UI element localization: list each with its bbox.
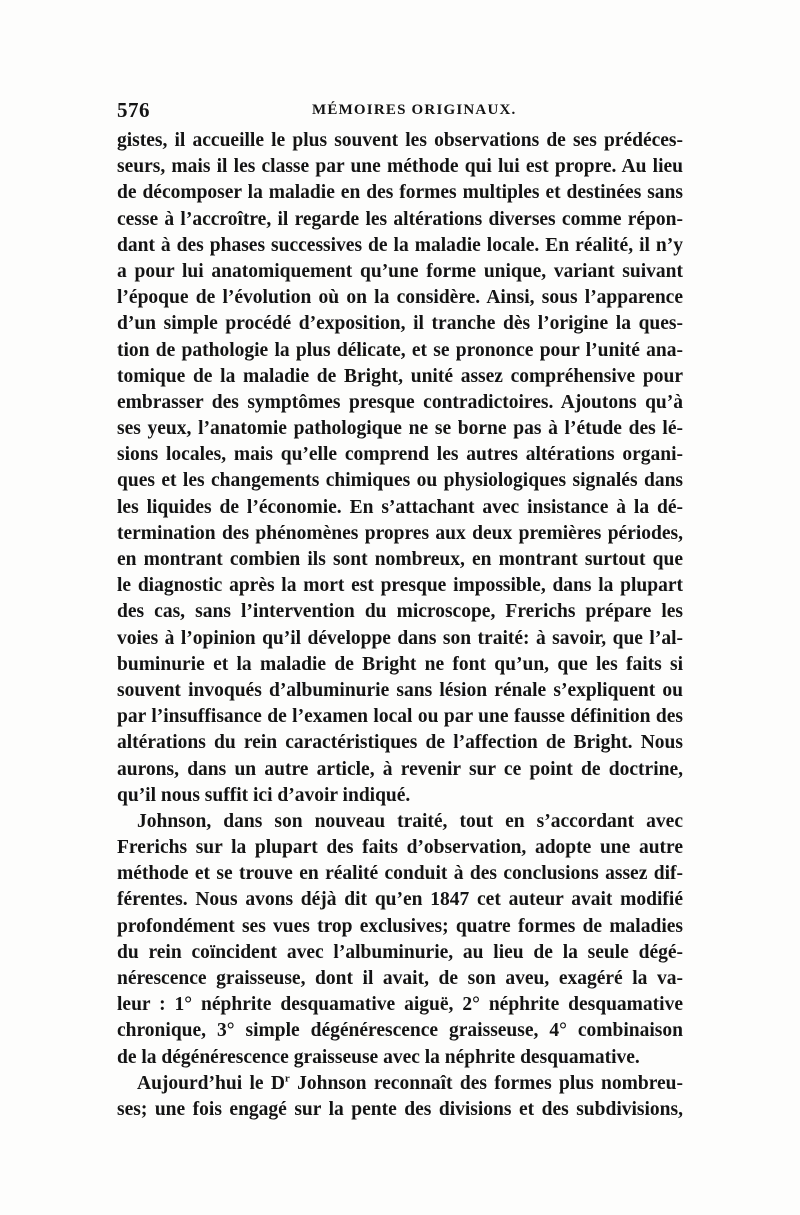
text-line: ses yeux, l’anatomie pathologique ne se borne pas à l’étude des lé- — [117, 418, 683, 440]
text-line: dant à des phases successives de la maladie locale. En réalité, il n’y — [117, 234, 683, 256]
text-line: altérations du rein caractéristiques de l’affection de Bright. Nous — [117, 732, 683, 754]
text-line: nérescence graisseuse, dont il avait, de son aveu, exagéré la va- — [117, 968, 683, 989]
text-line: a pour lui anatomiquement qu’une forme unique, variant suivant — [117, 260, 683, 282]
paragraph-end-line: qu’il nous suffit ici d’avoir indiqué. — [117, 784, 411, 806]
text-line: d’un simple procédé d’exposition, il tranche dès l’origine la ques- — [117, 313, 683, 335]
text-line: profondément ses vues trop exclusives; quatre formes de maladies — [117, 915, 683, 937]
text-line: buminurie et la maladie de Bright ne font qu’un, que les faits si — [117, 653, 683, 675]
text-line: cesse à l’accroître, il regarde les altérations diverses comme répon- — [117, 208, 683, 230]
text-line: férentes. Nous avons déjà dit qu’en 1847 cet auteur avait modifié — [117, 889, 683, 911]
paragraph-end-line: de la dégénérescence graisseuse avec la néphrite desquamative. — [117, 1046, 640, 1068]
text-line: gistes, il accueille le plus souvent les observations de ses prédéces- — [117, 130, 683, 151]
page-header — [117, 98, 684, 126]
text-line: méthode et se trouve en réalité conduit à des conclusions assez dif- — [117, 863, 683, 885]
text-line: tomique de la maladie de Bright, unité assez compréhensive pour — [117, 365, 683, 387]
line-segment: Johnson reconnaît des formes plus nombreu- — [289, 1072, 683, 1094]
text-line: chronique, 3° simple dégénérescence graisseuse, 4° combinaison — [117, 1020, 683, 1042]
text-line: de décomposer la maladie en des formes multiples et destinées sans — [117, 182, 683, 204]
text-line: Frerichs sur la plupart des faits d’observation, adopte une autre — [117, 837, 683, 859]
text-line: ses; une fois engagé sur la pente des divisions et des subdivisions, — [117, 1098, 683, 1120]
text-line: en montrant combien ils sont nombreux, en montrant surtout que — [117, 549, 683, 570]
text-line: des cas, sans l’intervention du microscope, Frerichs prépare les — [117, 601, 683, 623]
text-line: sions locales, mais qu’elle comprend les autres altérations organi- — [117, 444, 683, 466]
superscript-r: r — [284, 1072, 290, 1085]
text-line: termination des phénomènes propres aux deux premières périodes, — [117, 522, 683, 544]
text-line: par l’insuffisance de l’examen local ou par une fausse définition des — [117, 706, 683, 728]
text-line: voies à l’opinion qu’il développe dans son traité: à savoir, que l’al- — [117, 627, 683, 649]
paragraph-start-line: Johnson, dans son nouveau traité, tout en s’accordant avec — [137, 810, 683, 832]
text-line: le diagnostic après la mort est presque impossible, dans la plupart — [117, 575, 683, 597]
text-line: leur : 1° néphrite desquamative aiguë, 2° néphrite desquamative — [117, 994, 683, 1016]
text-line: tion de pathologie la plus délicate, et se prononce pour l’unité ana- — [117, 339, 683, 361]
text-line: souvent invoqués d’albuminurie sans lésion rénale s’expliquent ou — [117, 679, 683, 701]
text-line: seurs, mais il les classe par une méthode qui lui est propre. Au lieu — [117, 156, 683, 178]
text-line: aurons, dans un autre article, à revenir sur ce point de doctrine, — [117, 758, 683, 780]
text-line: embrasser des symptômes presque contradictoires. Ajoutons qu’à — [117, 391, 683, 413]
text-line: les liquides de l’économie. En s’attachant avec insistance à la dé- — [117, 496, 683, 518]
paragraph-start-line — [117, 1071, 683, 1097]
text-line: du rein coïncident avec l’albuminurie, au lieu de la seule dégé- — [117, 941, 683, 963]
line-segment: Aujourd’hui le D — [137, 1072, 285, 1094]
text-line: l’époque de l’évolution où on la considère. Ainsi, sous l’apparence — [117, 287, 683, 309]
running-title: MÉMOIRES ORIGINAUX. — [312, 102, 517, 118]
page-number: 576 — [117, 98, 150, 122]
body-text — [117, 128, 683, 1123]
text-line: ques et les changements chimiques ou physiologiques signalés dans — [117, 470, 683, 492]
